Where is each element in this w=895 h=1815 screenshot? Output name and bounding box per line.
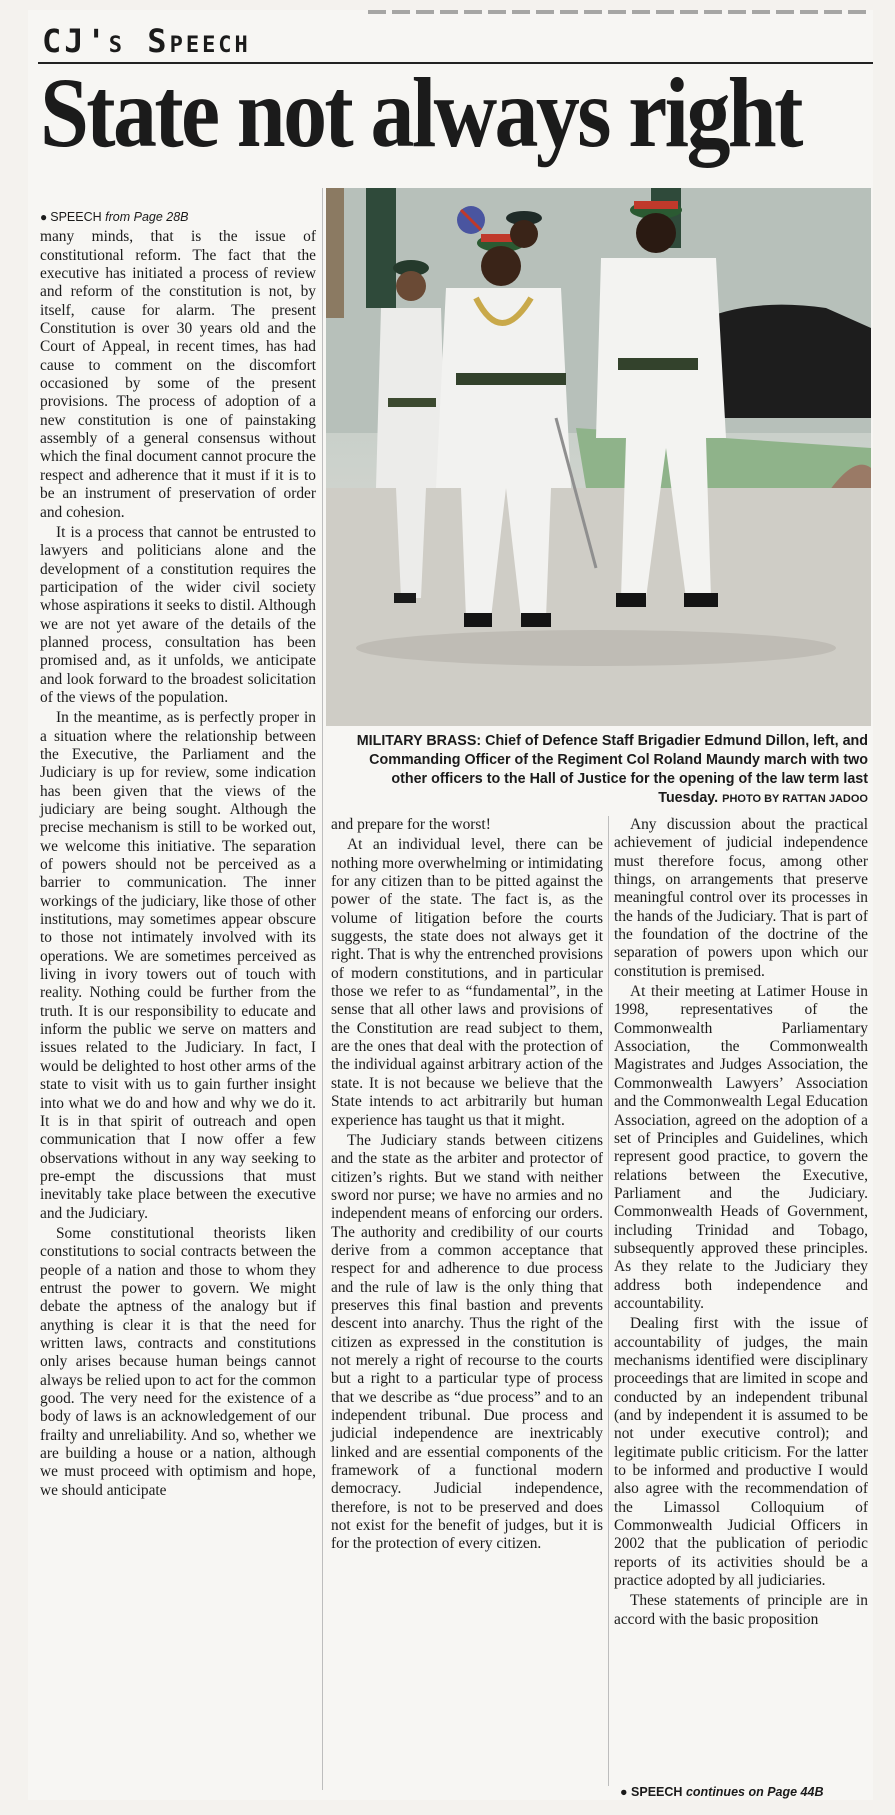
bullet-icon: ● bbox=[620, 1785, 628, 1799]
paragraph: and prepare for the worst! bbox=[331, 816, 491, 833]
photo-caption: MILITARY BRASS: Chief of Defence Staff Brigadier Edmund Dillon, left, and Commanding Officer of the Regiment Col Roland Maundy march with two other officers to the Hall of Justice for the opening of the law term last Tuesday. PHOTO BY RATTAN JADOO bbox=[356, 733, 868, 806]
paragraph: In the meantime, as is perfectly proper in a situation where the relationship between the Executive, the Parliament and the Judiciary is up for review, some indication has been given that the views of the judiciary are being sought. Although the precise mechanism is still to be worked out, we welcome this initiative. The separation of powers should not be perceived as a barrier to communication. The inner workings of the judiciary, like those of other institutions, may sometimes appear obscure to those not intimately involved with its operations. We are sometimes perceived as living in ivory towers out of touch with reality. Nothing could be further from the truth. It is our responsibility to educate and inform the public we serve on matters and issues related to the Judiciary. In fact, I would be delighted to host other arms of the state to visit with us to gain further insight into what we do and how and why we do it. It is in that spirit of outreach and open communication that I now offer a few observations without in any way seeking to pre-empt the discussions that must inevitably take place between the executive and the Judiciary. bbox=[40, 709, 316, 1222]
masthead-fragment bbox=[368, 10, 868, 14]
jump-to: ● SPEECH continues on Page 44B bbox=[620, 1785, 824, 1799]
article-column-3 bbox=[614, 816, 868, 1631]
paragraph: These statements of principle are in accord with the basic proposition bbox=[614, 1592, 868, 1628]
jump-from: ● SPEECH from Page 28B bbox=[40, 210, 189, 224]
photo-illustration bbox=[326, 188, 871, 726]
paragraph: It is a process that cannot be entrusted to lawyers and politicians alone and the development of a constitution requires the participation of the wider civil society whose aspirations it seeks to distil. Although we are not yet aware of the details of the planned process, consultation has been promised and, as it unfolds, we anticipate and look forward to the broadest solicitation of the views of the population. bbox=[40, 523, 316, 706]
section-kicker: CJ's Speech bbox=[42, 22, 251, 60]
paragraph: At an individual level, there can be nothing more overwhelming or intimidating for any citizen than to be pitted against the power of the state. The fact is, as the volume of litigation before the courts suggests, the state does not always get it right. That is why the entrenched provisions of modern constitutions, and in particular those we refer to as “fundamental”, in the sense that all other laws and provisions of the Constitution are read subject to them, are the ones that deal with the protection of the individual against arbitrary action of the state. It is not because we believe that the State intends to act arbitrarily but human experience has taught us that it might. bbox=[331, 836, 603, 1129]
column-rule bbox=[608, 816, 609, 1786]
bullet-icon: ● bbox=[40, 210, 48, 224]
paragraph: The Judiciary stands between citizens and the state as the arbiter and protector of citizen’s rights. But we stand with neither sword nor purse; we have no armies and no independent means of enforcing our orders. The authority and credibility of our courts derive from a common acceptance that respect for and adherence to due process and the rule of law is the only thing that preserves this final bastion and prevents descent into anarchy. Thus the right of the citizen as expressed in the constitution is not merely a right of recourse to the courts but a right to a particular type of process that we describe as “due process” and to an independent tribunal. Due process and judicial independence are inextricably linked and are essential components of the framework of a functional modern democracy. Judicial independence, therefore, is not to be preserved and does not exist for the benefit of judges, but it is for the protection of every citizen. bbox=[331, 1131, 603, 1553]
column-rule bbox=[322, 188, 323, 1790]
paragraph: Dealing first with the issue of accountability of judges, the main mechanisms identified were disciplinary proceedings that are limited in scope and conducted by an independent tribunal (and by independent it is assumed to be not under executive control); and legitimate public criticism. For the latter to be informed and productive I would also agree with the recommendation of the Limassol Colloquium of Commonwealth Judicial Officers in 2002 that the publication of periodic reports of its activities should be a practice adopted by all judiciaries. bbox=[614, 1315, 868, 1590]
paragraph: many minds, that is the issue of constitutional reform. The fact that the executive has initiated a process of review and reform of the constitution is not, by itself, cause for alarm. The present Constitution is over 30 years old and the Court of Appeal, in recent times, has had cause to comment on the discomfort occasioned by some of the present provisions. The process of adoption of a new constitution is one of painstaking assembly of a general consensus without which the final document cannot procure the respect and adherence that it must if it is to be an instrument of preservation of order and cohesion. bbox=[40, 228, 316, 521]
news-photo bbox=[326, 188, 871, 726]
article-column-1 bbox=[40, 208, 316, 1502]
paragraph: Any discussion about the practical achievement of judicial independence must therefore focus, among other things, on arrangements that preserve meaningful control over its processes in the hands of the Judiciary. That is part of the foundation of the doctrine of the separation of powers upon which our constitution is premised. bbox=[614, 816, 868, 980]
paragraph: Some constitutional theorists liken constitutions to social contracts between the people of a nation and those to whom they entrust the power to govern. We might debate the aptness of the analogy but if anything is clear it is that the need for written laws, contracts and constitutions only arises because human beings cannot always be relied upon to act for the common good. The very need for the existence of a body of laws is an acknowledgement of our frailty and unreliability. And so, whether we are building a house or a nation, although we must proceed with optimism and hope, we should anticipate bbox=[40, 1224, 316, 1499]
paragraph: At their meeting at Latimer House in 1998, representatives of the Commonwealth Parliamentary Association, the Commonwealth Magistrates and Judges Association, the Commonwealth Lawyers’ Association and the Commonwealth Legal Education Association, agreed on the adoption of a set of Principles and Guidelines, which represent good practice, to govern the relations between the Executive, Parliament and the Judiciary. Commonwealth Heads of Government, including Trinidad and Tobago, subsequently approved these principles. As they relate to the Judiciary they address both independence and accountability. bbox=[614, 983, 868, 1312]
photo-credit: PHOTO BY RATTAN JADOO bbox=[722, 793, 868, 805]
article-column-2 bbox=[331, 816, 603, 1556]
headline: State not always right bbox=[40, 57, 801, 168]
newspaper-page bbox=[28, 10, 873, 1800]
